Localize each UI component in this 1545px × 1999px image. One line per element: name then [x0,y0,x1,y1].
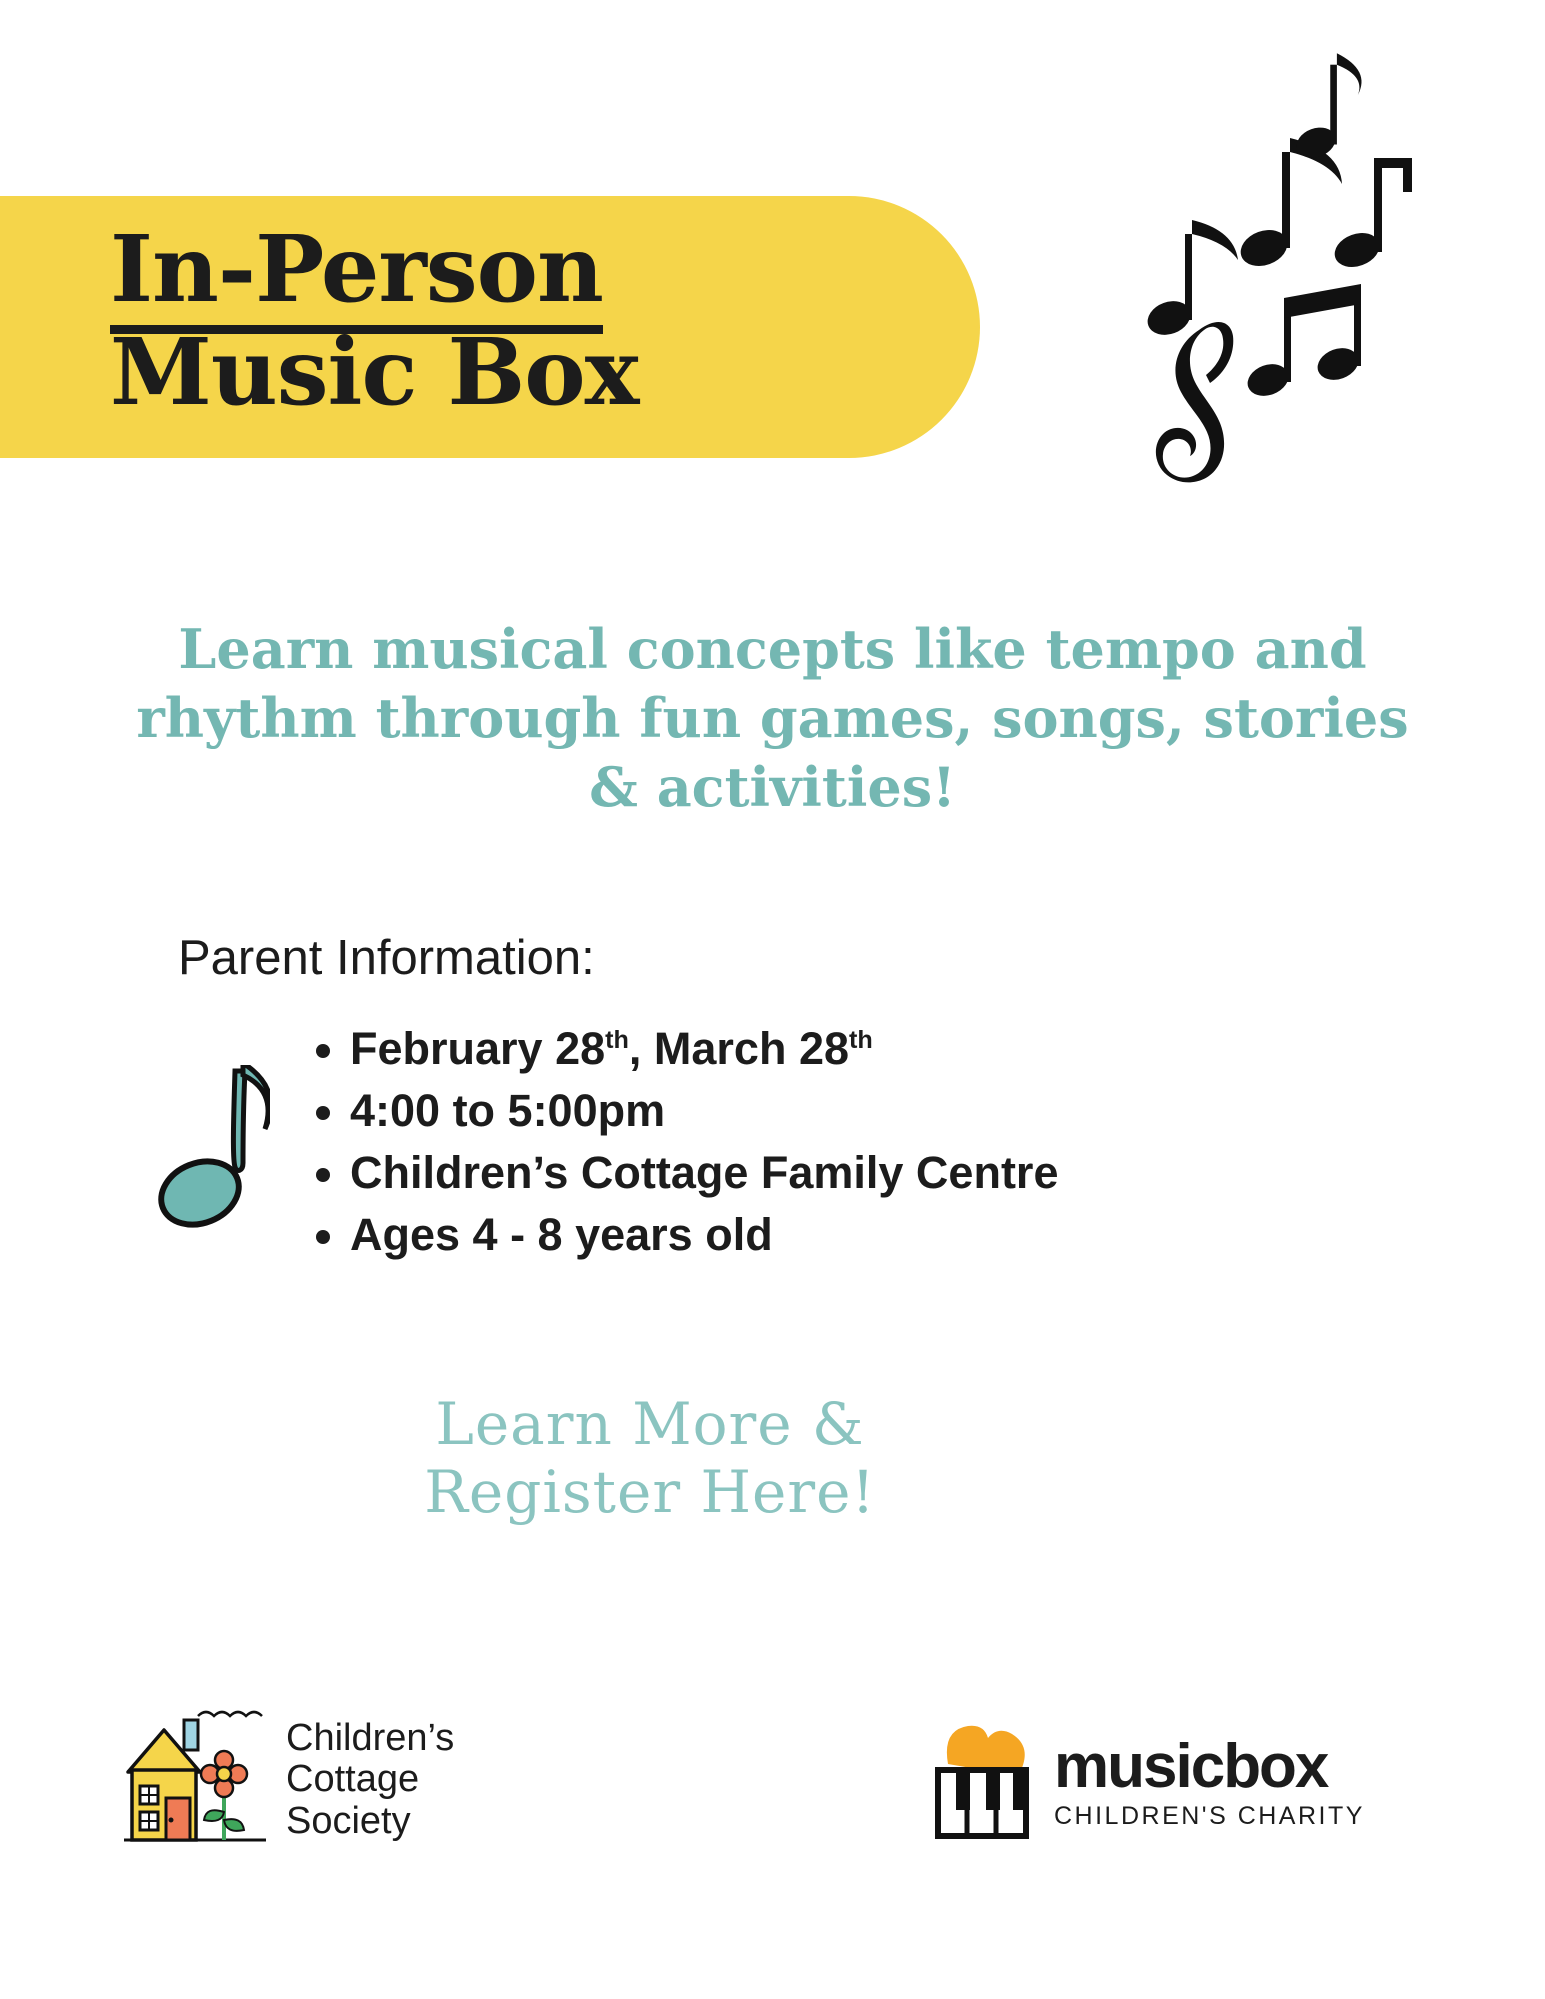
musicbox-wordmark [1054,1731,1365,1831]
piano-keys-icon [930,1718,1040,1848]
ccs-wordmark [286,1718,454,1841]
cta-line-1: Learn More & [435,1390,865,1458]
cta-line-2: Register Here! [424,1458,876,1527]
list-item: • 4:00 to 5:00pm [350,1080,1058,1142]
parent-information-list [300,1018,1058,1266]
house-flower-icon [120,1700,270,1860]
musicbox-tagline: CHILDREN'S CHARITY [1054,1801,1365,1830]
list-item: • Ages 4 - 8 years old [350,1204,1058,1266]
ccs-line-1: Children’s [286,1717,455,1760]
ccs-line-3: Society [286,1799,411,1842]
musicbox-word: musicbox [1054,1731,1328,1801]
music-notes-decoration [1137,50,1497,490]
title-line-1: In-Person [0,218,980,321]
list-item: • Children’s Cottage Family Centre [350,1142,1058,1204]
list-item: • February 28th, March 28th [350,1018,1058,1080]
ccs-line-2: Cottage [286,1758,420,1801]
register-cta[interactable] [330,1390,970,1527]
title-line-2: Music Box [110,318,639,427]
eighth-note-icon [150,1065,270,1245]
parent-information-label: Parent Information: [178,931,595,985]
footer-logos [0,1690,1545,1920]
childrens-cottage-society-logo [120,1700,454,1860]
tagline: Learn musical concepts like tempo and rhythm through fun games, songs, stories & activities! [136,617,1409,820]
musicbox-logo [930,1718,1365,1848]
title-banner [0,196,980,458]
